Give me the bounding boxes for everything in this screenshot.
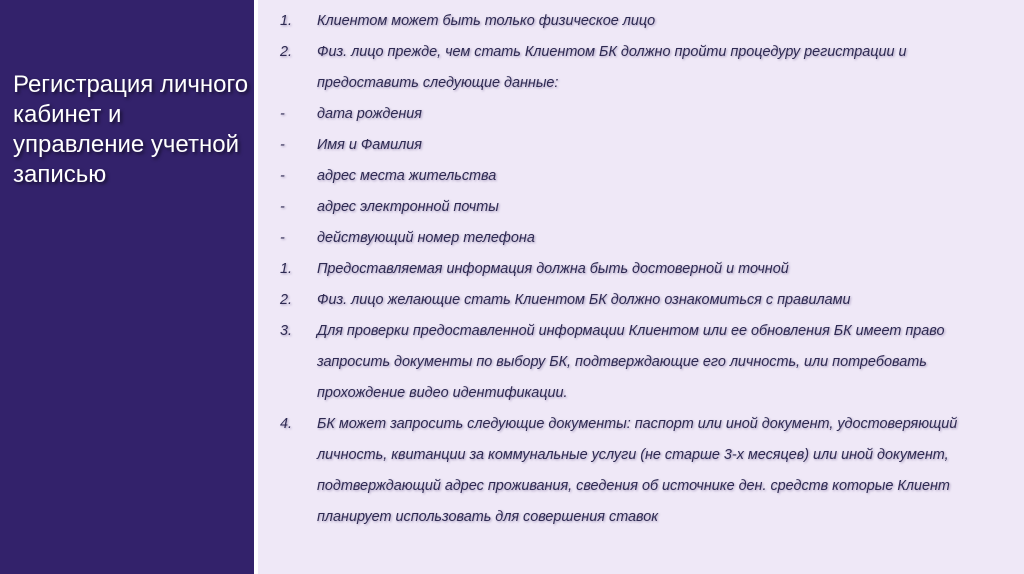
- list-item: [280, 161, 980, 192]
- list-marker: -: [280, 230, 285, 246]
- list-marker: -: [280, 168, 285, 184]
- list-item-text: Для проверки предоставленной информации Клиентом или ее обновления БК имеет право запросить документы по выбору БК, подтверждающие его личность, или потребовать прохождение видео идентификации.: [317, 323, 945, 401]
- list-marker: -: [280, 199, 285, 215]
- list-marker: 1.: [280, 261, 293, 277]
- list-item-text: БК может запросить следующие документы: паспорт или иной документ, удостоверяющий личность, квитанции за коммунальные услуги (не старше 3-х месяцев) или иной документ, подтверждающий адрес проживания, сведения об источнике ден. средств которые Клиент планирует использовать для совершения ставок: [317, 416, 958, 525]
- list-item: [280, 6, 980, 37]
- list-item-text: дата рождения: [317, 106, 422, 122]
- content-panel: [258, 0, 1024, 574]
- list-item-text: адрес места жительства: [317, 168, 497, 184]
- list-item: [280, 130, 980, 161]
- list-item: [280, 192, 980, 223]
- list-item: [280, 316, 980, 409]
- list-marker: 1.: [280, 13, 293, 29]
- content-list: [280, 6, 980, 533]
- list-item-text: Клиентом может быть только физическое лицо: [317, 13, 656, 29]
- list-marker: 2.: [280, 44, 293, 60]
- title-panel: [0, 0, 254, 574]
- list-item: [280, 223, 980, 254]
- list-item-text: Физ. лицо желающие стать Клиентом БК должно ознакомиться с правилами: [317, 292, 851, 308]
- list-item-text: Предоставляемая информация должна быть достоверной и точной: [317, 261, 789, 277]
- list-item-text: Физ. лицо прежде, чем стать Клиентом БК должно пройти процедуру регистрации и предоставить следующие данные:: [317, 44, 907, 91]
- slide-title: Регистрация личного кабинет и управление учетной записью: [13, 71, 249, 188]
- list-item: [280, 409, 980, 533]
- list-marker: -: [280, 137, 285, 153]
- list-item-text: Имя и Фамилия: [317, 137, 422, 153]
- list-item: [280, 37, 980, 99]
- list-marker: 2.: [280, 292, 293, 308]
- list-item: [280, 285, 980, 316]
- list-marker: -: [280, 106, 285, 122]
- list-item-text: адрес электронной почты: [317, 199, 499, 215]
- list-item: [280, 254, 980, 285]
- list-item: [280, 99, 980, 130]
- list-marker: 4.: [280, 416, 293, 432]
- list-item-text: действующий номер телефона: [317, 230, 535, 246]
- list-marker: 3.: [280, 323, 293, 339]
